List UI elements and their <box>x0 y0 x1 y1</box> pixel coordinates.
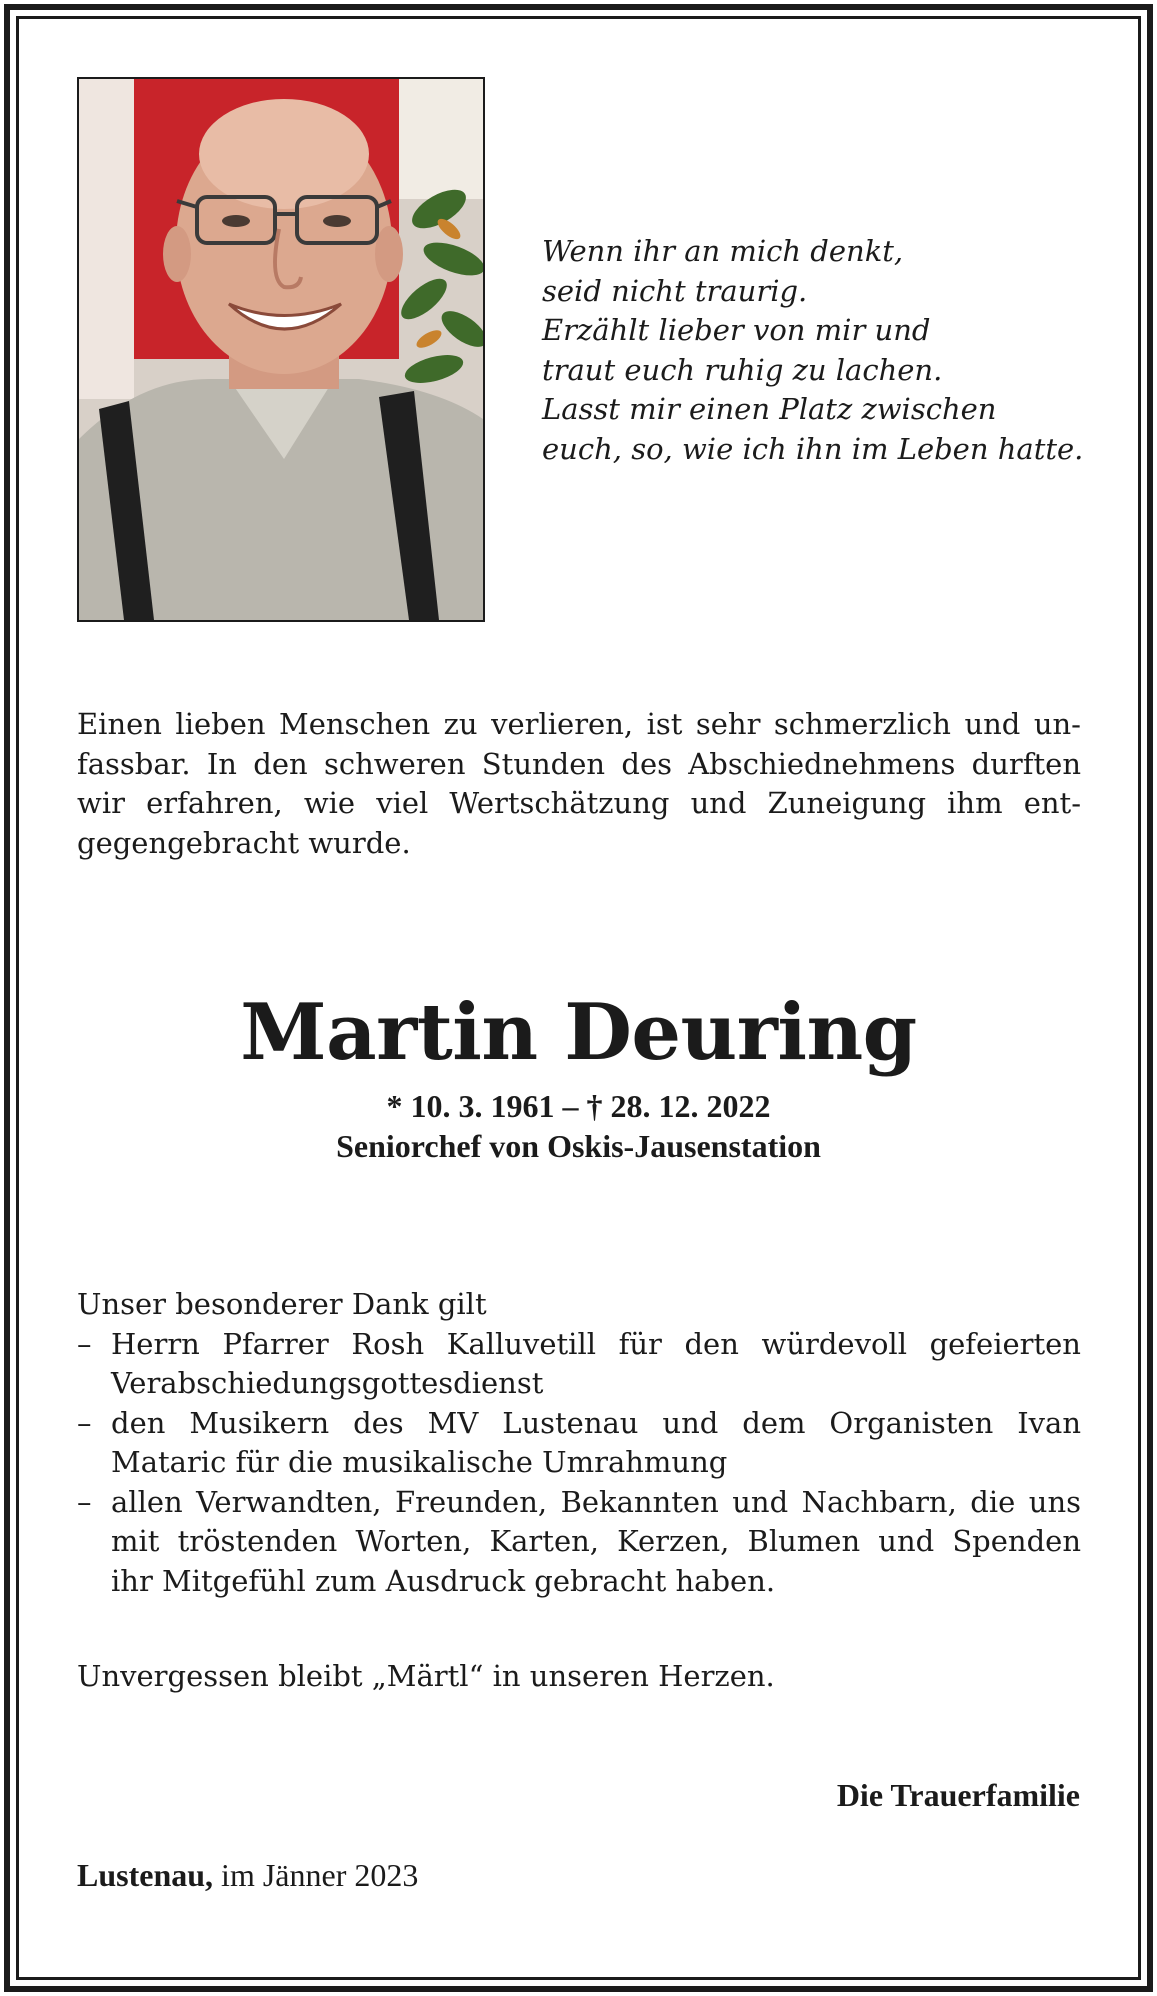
thanks-item-line: Verabschiedungsgottesdienst <box>111 1366 544 1400</box>
thanks-item-line: Mataric für die musikalische Umrahmung <box>111 1445 728 1479</box>
memorial-poem <box>542 232 1102 469</box>
thanks-item <box>77 1325 1081 1404</box>
intro-paragraph <box>77 705 1081 863</box>
poem-line: euch, so, wie ich ihn im Leben hatte. <box>542 431 1084 466</box>
intro-line: gegengebracht wurde. <box>77 825 411 860</box>
thanks-item-line: allen Verwandten, Freunden, Bekannten und Nachbarn, die uns <box>111 1484 1081 1519</box>
thanks-item-line: den Musikern des MV Lustenau und dem Organisten Ivan <box>111 1405 1081 1440</box>
portrait-photo <box>77 77 485 622</box>
poem-line: Erzählt lieber von mir und <box>542 313 931 347</box>
poem-line: Wenn ihr an mich denkt, <box>542 234 904 268</box>
poem-line: seid nicht traurig. <box>542 273 808 308</box>
signature: Die Trauerfamilie <box>836 1777 1080 1813</box>
intro-line: wir erfahren, wie viel Wertschätzung und Zuneigung ihm ent- <box>77 786 1081 820</box>
place-month: im Jänner 2023 <box>221 1857 419 1893</box>
dash-bullet: – <box>77 1326 92 1361</box>
deceased-name: Martin Deuring <box>240 987 917 1078</box>
deceased-role: Seniorchef von Oskis-Jausenstation <box>336 1128 821 1164</box>
thanks-item-line: mit tröstenden Worten, Karten, Kerzen, Blumen und Spenden <box>111 1524 1081 1558</box>
life-dates: * 10. 3. 1961 – † 28. 12. 2022 <box>386 1088 771 1124</box>
dash-bullet: – <box>77 1484 92 1519</box>
thanks-item-line: Herrn Pfarrer Rosh Kalluvetill für den würdevoll gefeierten <box>111 1326 1081 1361</box>
intro-line: Einen lieben Menschen zu verlieren, ist sehr schmerzlich und un- <box>77 707 1081 741</box>
thanks-section <box>77 1285 1081 1601</box>
poem-line: traut euch ruhig zu lachen. <box>542 352 943 387</box>
place-city: Lustenau, <box>77 1857 214 1893</box>
closing-line: Unvergessen bleibt „Märtl“ in unseren Herzen. <box>77 1659 775 1693</box>
thanks-heading: Unser besonderer Dank gilt <box>77 1287 487 1321</box>
thanks-item-line: ihr Mitgefühl zum Ausdruck gebracht haben. <box>111 1563 776 1598</box>
dash-bullet: – <box>77 1405 92 1440</box>
thanks-item <box>77 1483 1081 1602</box>
intro-line: fassbar. In den schweren Stunden des Abschiednehmens durften <box>77 746 1081 781</box>
poem-line: Lasst mir einen Platz zwischen <box>542 392 997 426</box>
thanks-item <box>77 1404 1081 1483</box>
place-date <box>77 1857 418 1894</box>
